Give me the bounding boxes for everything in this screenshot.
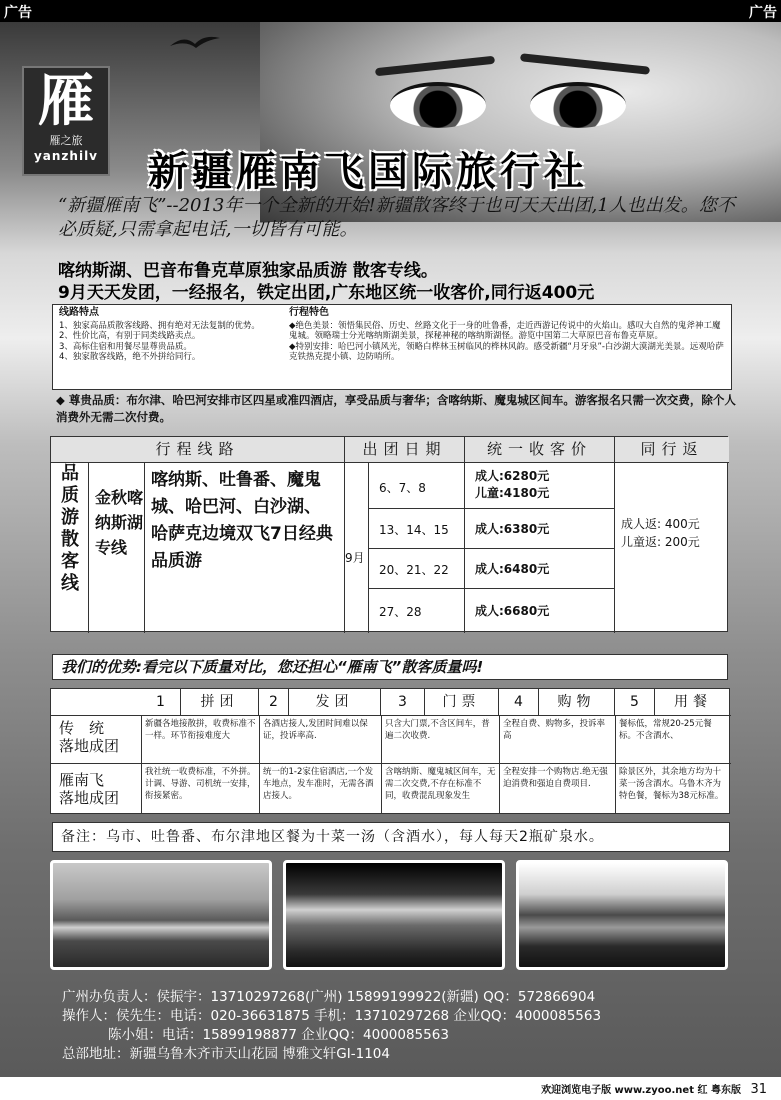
landscape-photo-lake [516,860,728,970]
page-footer [0,1077,781,1100]
ad-label-left: 广告 [4,5,32,21]
traditional-label: 传 统 落地成团 [59,719,120,755]
header-route: 行程线路 [51,437,345,463]
adult-price: 成人:6480元 [475,562,550,576]
comparison-cell: 新疆各地接散拼，收费标准不一样。环节衔接难度大 [141,716,259,763]
comparison-cell: 餐标低，常规20-25元餐标。不含酒水、 [615,716,731,763]
header-rebate: 同行返 [615,437,729,463]
company-logo [22,66,110,176]
adult-price: 成人:6380元 [475,522,550,536]
trip-highlights-title: 行程特色 [289,307,329,318]
route-feature-item: 2、性价比高，有别于同类线路卖点。 [59,331,201,341]
bird-icon [170,32,220,52]
comparison-cell: 各酒店接人,发团时间难以保证，投诉率高. [259,716,381,763]
contact-address: 总部地址：新疆乌鲁木齐市天山花园 博雅文轩GI-1104 [62,1046,390,1062]
landscape-photo-forest [283,860,505,970]
column-label: 购物 [539,689,615,715]
eye-right [530,82,626,128]
footer-text [541,1081,767,1097]
itinerary-table [50,436,728,632]
headline-route: 喀纳斯湖、巴音布鲁克草原独家品质游 散客专线。 [58,261,438,281]
comparison-cell: 我社统一收费标准，不外拼。计调、导游、司机统一安排，衔接紧密。 [141,764,259,814]
child-price: 儿童:4180元 [475,486,550,500]
comparison-cell: 含喀纳斯、魔鬼城区间车，无需二次交费,不存在标准不同，收费混乱现象发生 [381,764,499,814]
meal-note: 备注：乌市、吐鲁番、布尔津地区餐为十菜一汤（含酒水），每人每天2瓶矿泉水。 [52,822,730,852]
comparison-cell: 只含大门票,不含区间车，普遍二次收费. [381,716,499,763]
comparison-cell: 除景区外，其余地方均为十菜一汤含酒水。乌鲁木齐为特色餐，餐标为38元标准。 [615,764,731,814]
page-number: 31 [750,1082,767,1097]
column-label: 门票 [425,689,499,715]
comparison-cell: 全程自费、购物多，投诉率高 [499,716,615,763]
column-number: 2 [259,689,289,715]
tour-dates: 27、28 [379,605,422,619]
adult-rebate: 成人返: 400元 [621,517,700,531]
quality-note: ◆ 尊贵品质：布尔津、哈巴河安排市区四星或准四酒店，享受品质与奢华；含喀纳斯、魔鬼城区间车。游客报名只需一次交费，除个人消费外无需二次付费。 [56,393,736,424]
route-features-title: 线路特点 [59,307,99,318]
column-label: 发团 [289,689,381,715]
headline-promo: 9月天天发团，一经报名，铁定出团,广东地区统一收客价,同行返400元 [58,283,595,303]
comparison-cell: 统一的1-2家住宿酒店,一个发车地点，发车准时，无需各酒店接人。 [259,764,381,814]
advantage-banner: 我们的优势:看完以下质量对比，您还担心“雁南飞”散客质量吗! [52,654,728,680]
comparison-cell: 全程安排一个购物店.绝无强迫消费和强迫自费项目. [499,764,615,814]
route-feature-item: 4、独家散客线路，绝不外拼给同行。 [59,352,201,362]
contact-info [62,988,762,1064]
route-name: 金秋喀纳斯湖专线 [95,488,144,557]
route-feature-item: 1、独家高品质散客线路、拥有绝对无法复制的优势。 [59,320,260,331]
contact-operator: 操作人：侯先生：电话：020-36631875 手机：13710297268 企业QQ：4000085563 [62,1008,602,1024]
top-ad-bar [0,0,781,22]
route-feature-item: 3、高标住宿和用餐尽显尊贵品质。 [59,341,192,352]
logo-pinyin: yanzhilv [33,149,99,163]
route-features [59,308,284,363]
eyebrow-left [375,56,495,76]
route-detail: 喀纳斯、吐鲁番、魔鬼城、哈巴河、白沙湖、哈萨克边境双飞7日经典品质游 [151,470,333,571]
logo-subtitle: 雁之旅 [49,134,83,147]
trip-highlight-item: ◆绝色美景：领悟集民俗、历史、丝路文化于一身的吐鲁番，走近西游记传说中的火焰山。感叹大自然的鬼斧神工魔鬼城。领略瑞士分光喀纳斯湖美景，探秘神秘的喀纳斯湖怪。游览中国第二大草原巴音布鲁克草原。 [289,320,721,341]
month-label: 9月 [345,551,365,565]
contact-manager: 广州办负责人：侯振宇：13710297268(广州) 15899199922(新疆) QQ：572866904 [62,989,596,1005]
features-box [52,304,732,390]
header-price: 统一收客价 [465,437,615,463]
column-number: 1 [141,689,181,715]
tour-dates: 6、7、8 [379,481,426,495]
intro-text: “新疆雁南飞”--2013年一个全新的开始!新疆散客终于也可天天出团,1人也出发。您不必质疑,只需拿起电话,一切皆有可能。 [58,195,735,240]
company-title: 新疆雁南飞国际旅行社 [148,149,588,195]
tour-dates: 13、14、15 [379,523,449,537]
logo-character: 雁 [38,68,94,134]
poster [0,22,781,1077]
adult-price: 成人:6680元 [475,604,550,618]
yannanfei-label: 雁南飞 落地成团 [59,771,120,807]
child-rebate: 儿童返: 200元 [621,535,700,549]
column-number: 3 [381,689,425,715]
column-label: 拼团 [181,689,259,715]
column-number: 4 [499,689,539,715]
comparison-table [50,688,730,814]
tour-dates: 20、21、22 [379,563,449,577]
header-dates: 出团日期 [345,437,465,463]
contact-second-operator: 陈小姐：电话：15899198877 企业QQ：4000085563 [108,1027,449,1043]
trip-highlight-item: ◆特别安排：哈巴河小镇风光，领略白桦林玉树临风的桦林风韵。感受新疆“月牙泉”-白沙湖大漠湖光美景。远观哈萨克铁热克提小镇、边防哨所。 [289,341,724,362]
column-label: 用餐 [674,694,712,710]
landscape-photo-river [50,860,272,970]
trip-highlights [289,308,729,363]
rebate-info [621,515,700,551]
adult-price: 成人:6280元 [475,469,550,483]
ad-label-right: 广告 [749,5,777,21]
column-number: 5 [615,689,655,715]
month-cell [345,463,369,633]
eyebrow-right [520,53,650,75]
eye-left [390,82,486,128]
vertical-label: 品质游散客线 [61,463,79,594]
footer-site: 欢迎浏览电子版 www.zyoo.net 红 粤东版 [541,1085,741,1096]
